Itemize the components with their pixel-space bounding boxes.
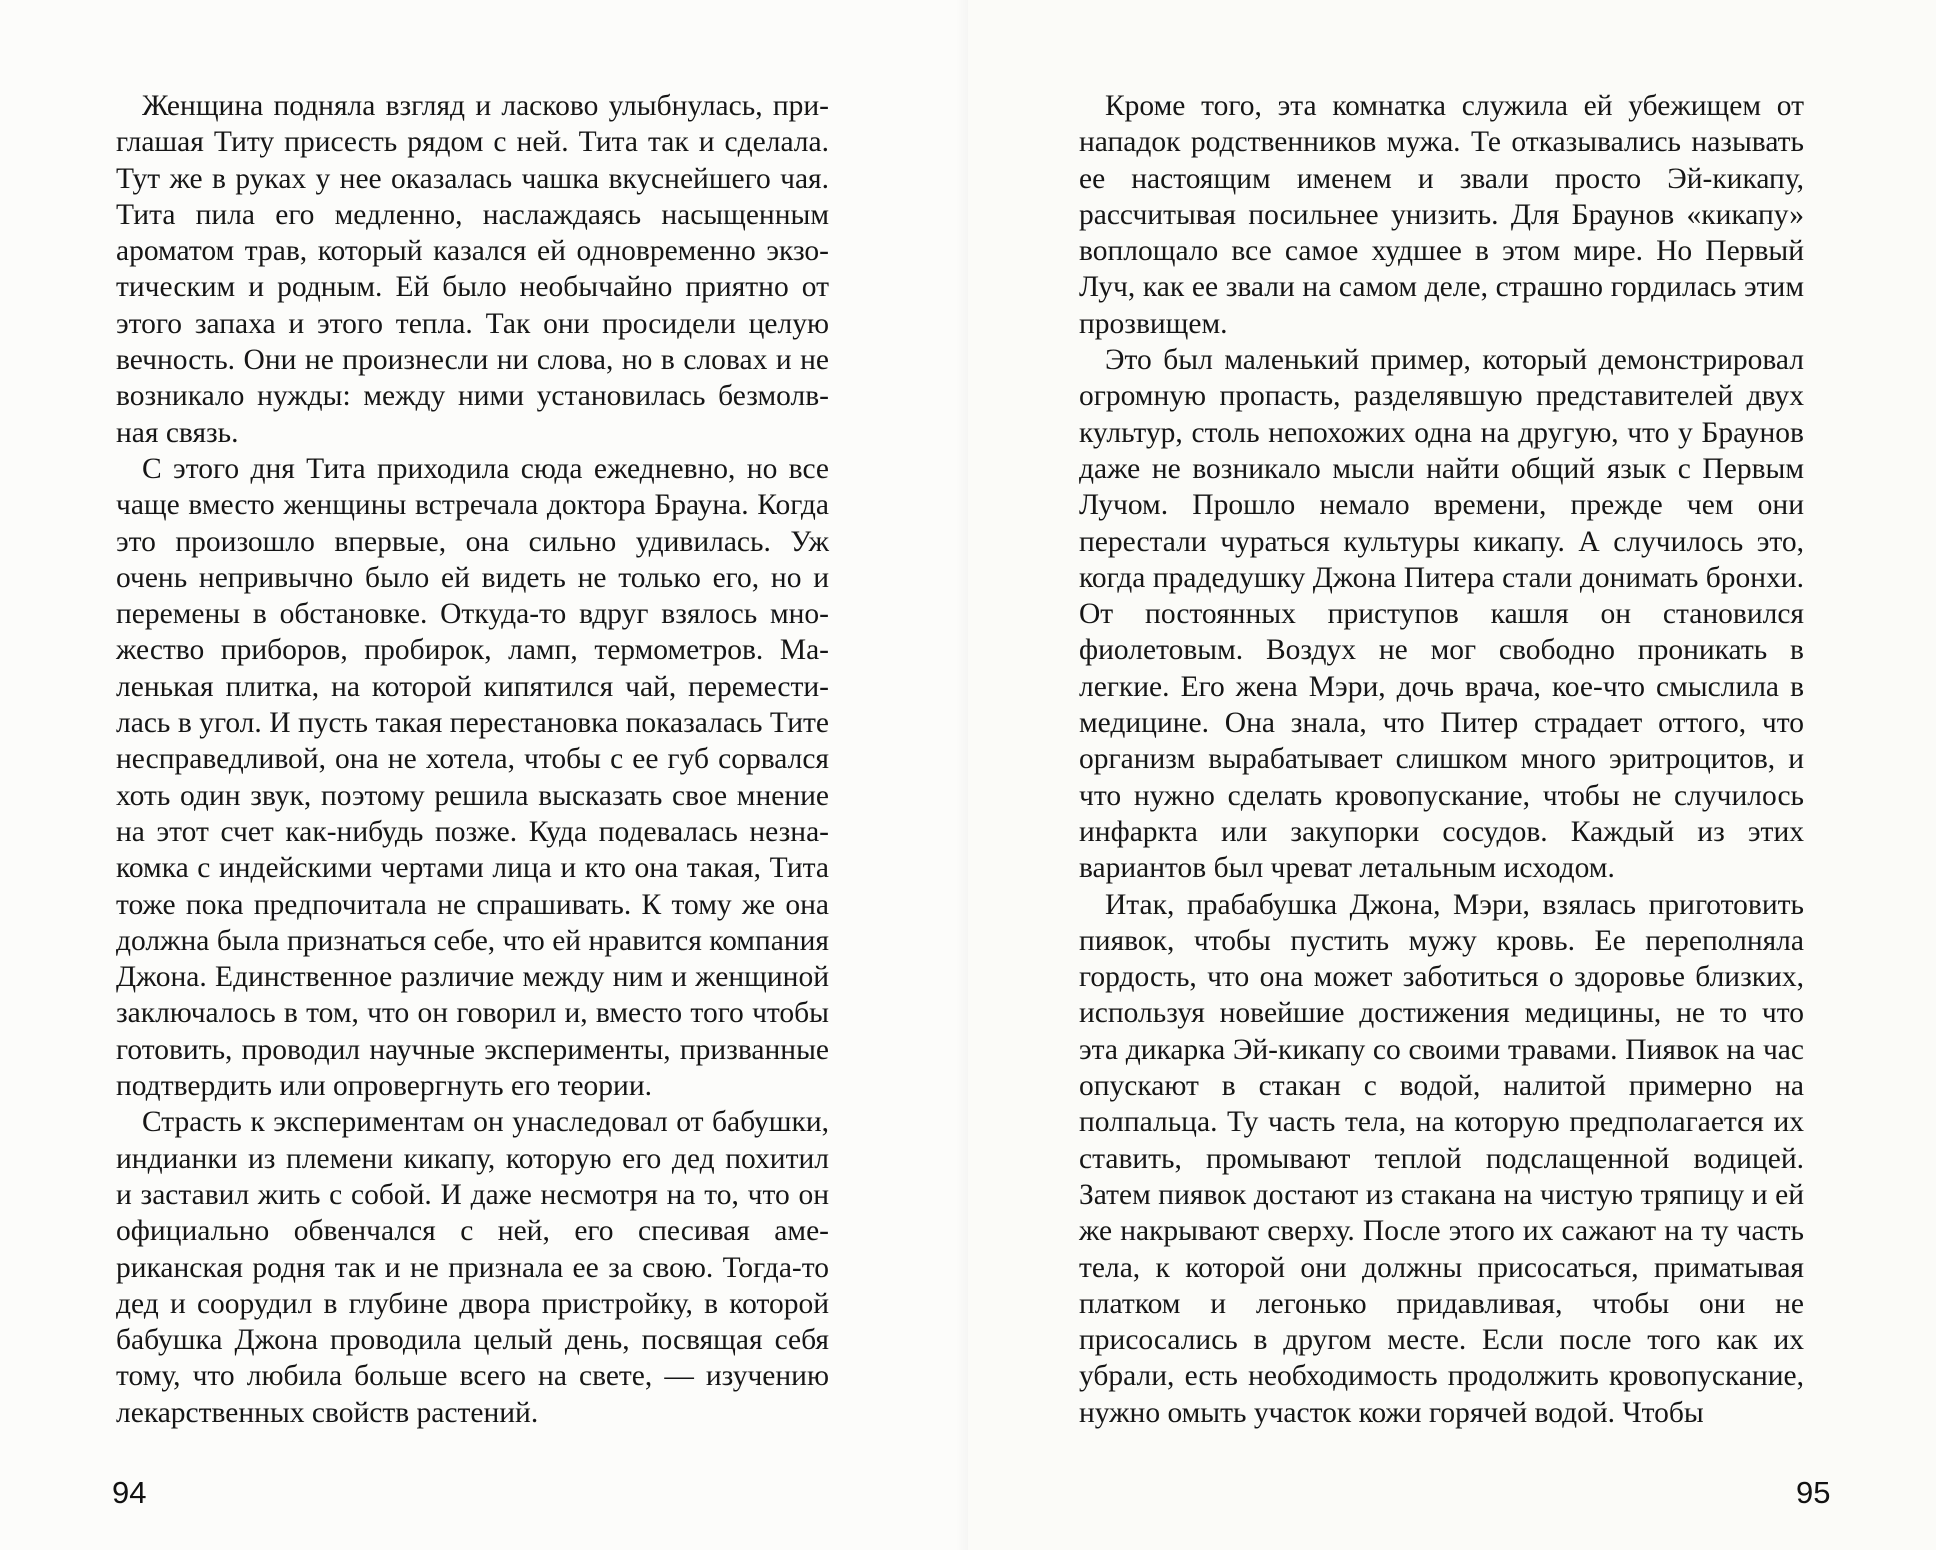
page-number-right: 95: [1796, 1475, 1831, 1510]
right-page: [968, 0, 1936, 1550]
paragraph: Итак, прабабушка Джона, Мэри, взялась приготовить пиявок, чтобы пустить мужу кровь. Ее переполняла гордость, что она может заботиться о здоровье близких, используя новейшие достижения медицины, не то что эта дикарка Эй-кикапу со своими травами. Пиявок на час опускают в стакан с водой, налитой примерно на полпальца. Ту часть тела, на которую предполагается их ставить, промывают теплой подслащенной водицей. Затем пиявок достают из стакана на чистую тряпицу и ей же накрывают сверху. После этого их сажают на ту часть тела, к которой они должны присосаться, приматывая платком и легонько придавливая, чтобы они не присосались в другом месте. Если после того как их убрали, есть необходимость продолжить кровопускание, нужно омыть участок кожи горячей водой. Чтобы: [1079, 888, 1804, 1429]
paragraph: Это был маленький пример, который демонстрировал огромную пропасть, разделявшую представителей двух культур, столь непохожих одна на другую, что у Браунов даже не возникало мысли найти общий язык с Первым Лучом. Прошло немало времени, прежде чем они перестали чураться культуры кикапу. А случилось это, когда прадедушку Джона Питера стали донимать бронхи. От постоянных приступов кашля он становился фиолетовым. Воздух не мог свободно проникать в легкие. Его жена Мэри, дочь врача, кое-что смыслила в медицине. Она знала, что Питер страдает оттого, что организм вырабатывает слишком много эритроцитов, и что нужно сделать кровопускание, чтобы не случилось инфаркта или закупорки сосудов. Каждый из этих вариантов был чреват летальным исходом.: [1079, 344, 1804, 885]
left-page-text: [116, 88, 829, 1431]
paragraph: Кроме того, эта комнатка служила ей убежищем от нападок родственников мужа. Те отказывались называть ее настоящим именем и звали просто Эй-кикапу, рассчитывая посильнее унизить. Для Браунов «кикапу» воплощало все самое худшее в этом мире. Но Первый Луч, как ее звали на самом деле, страшно гордилась этим прозвищем.: [1079, 90, 1804, 340]
page-number-left: 94: [112, 1475, 147, 1510]
paragraph: Страсть к экспериментам он унаследовал от бабушки, индианки из племени кикапу, которую его дед похитил и заставил жить с собой. И даже несмотря на то, что он официально обвенчался с ней, его спесивая американская родня так и не признала ее за свою. Тогда-то дед и соорудил в глубине двора пристройку, в которой бабушка Джона проводила целый день, посвящая себя тому, что любила больше всего на свете, — изучению лекарственных свойств растений.: [116, 1106, 829, 1429]
paragraph: Женщина подняла взгляд и ласково улыбнулась, приглашая Титу присесть рядом с ней. Тита так и сделала. Тут же в руках у нее оказалась чашка вкуснейшего чая. Тита пила его медленно, наслаждаясь насыщенным ароматом трав, который казался ей одновременно экзотическим и родным. Ей было необычайно приятно от этого запаха и этого тепла. Так они просидели целую вечность. Они не произнесли ни слова, но в словах и не возникало нужды: между ними установилась безмолвная связь.: [116, 90, 829, 449]
paragraph: С этого дня Тита приходила сюда ежедневно, но все чаще вместо женщины встречала доктора Брауна. Когда это произошло впервые, она сильно удивилась. Уж очень непривычно было ей видеть не только его, но и перемены в обстановке. Откуда-то вдруг взялось множество приборов, пробирок, ламп, термометров. Маленькая плитка, на которой кипятился чай, переместилась в угол. И пусть такая перестановка показалась Тите несправедливой, она не хотела, чтобы с ее губ сорвался хоть один звук, поэтому решила высказать свое мнение на этот счет как-нибудь позже. Куда подевалась незнакомка с индейскими чертами лица и кто она такая, Тита тоже пока предпочитала не спрашивать. К тому же она должна была признаться себе, что ей нравится компания Джона. Единственное различие между ним и женщиной заключалось в том, что он говорил и, вместо того чтобы готовить, проводил научные эксперименты, призванные подтвердить или опровергнуть его теории.: [116, 452, 829, 1103]
right-page-text: [1079, 88, 1804, 1431]
